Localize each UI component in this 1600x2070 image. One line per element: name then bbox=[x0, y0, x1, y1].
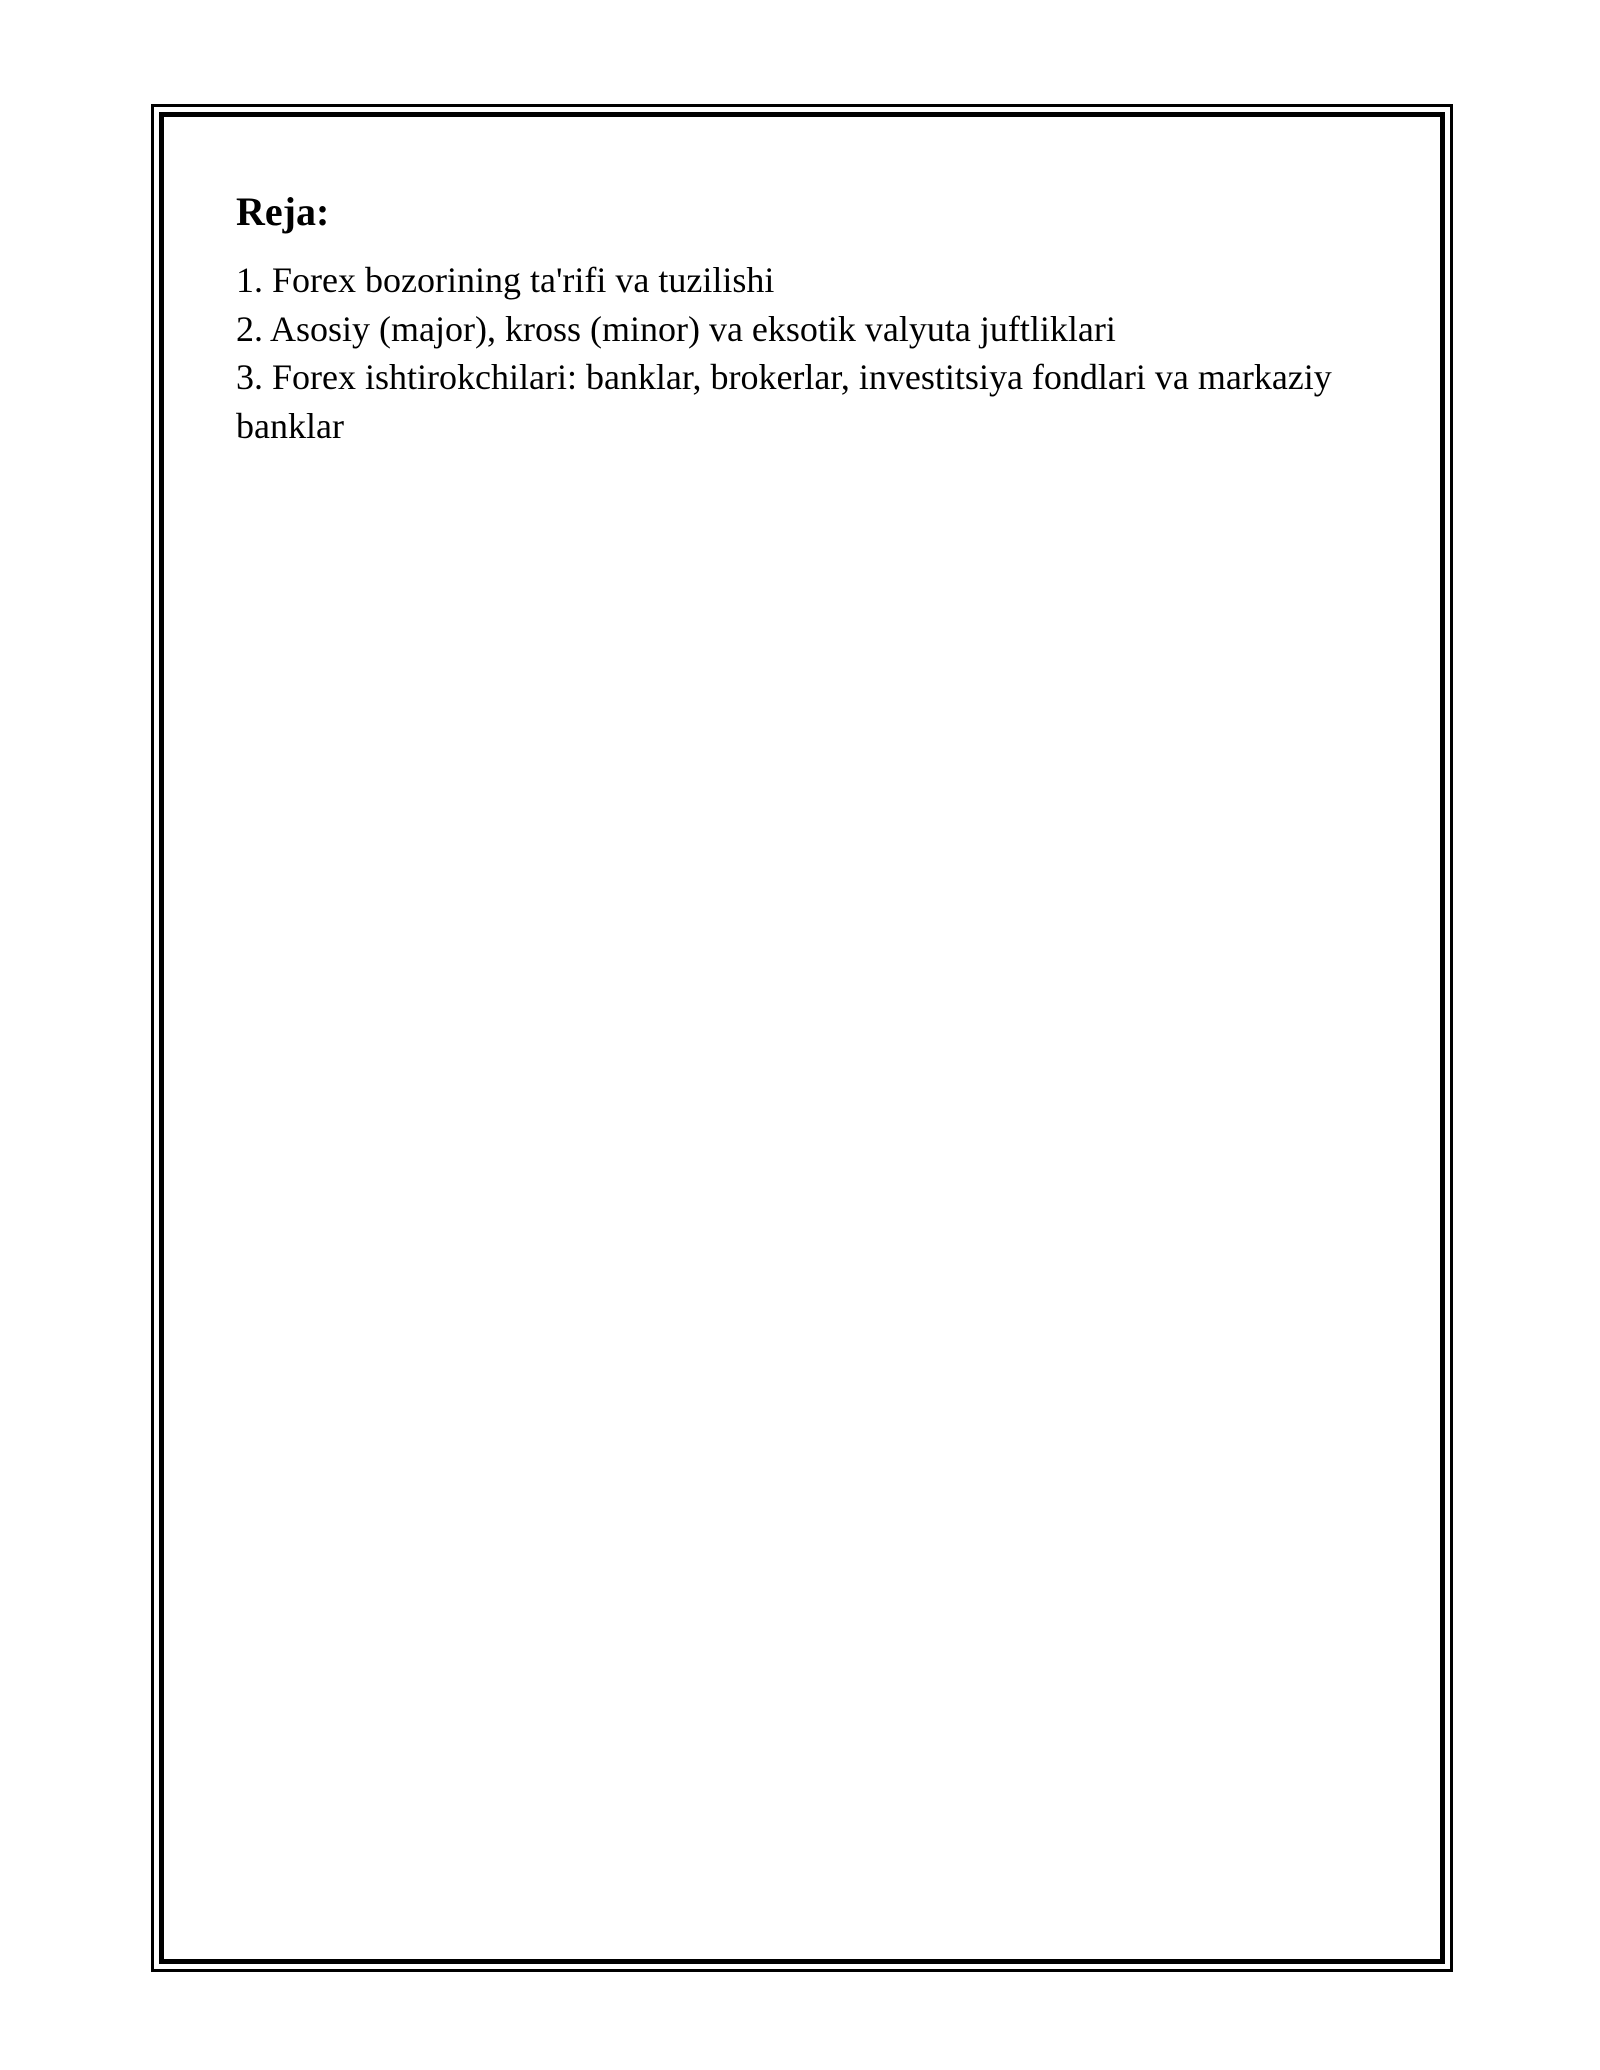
plan-item-1: 1. Forex bozorining ta'rifi va tuzilishi bbox=[236, 260, 775, 300]
plan-heading: Reja: bbox=[236, 189, 330, 234]
plan-item-2: 2. Asosiy (major), kross (minor) va eksotik valyuta juftliklari bbox=[236, 308, 1116, 349]
plan-list bbox=[236, 256, 1366, 450]
page-content bbox=[236, 186, 1366, 450]
plan-item-3: 3. Forex ishtirokchilari: banklar, brokerlar, investitsiya fondlari va markaziy banklar bbox=[236, 357, 1332, 446]
